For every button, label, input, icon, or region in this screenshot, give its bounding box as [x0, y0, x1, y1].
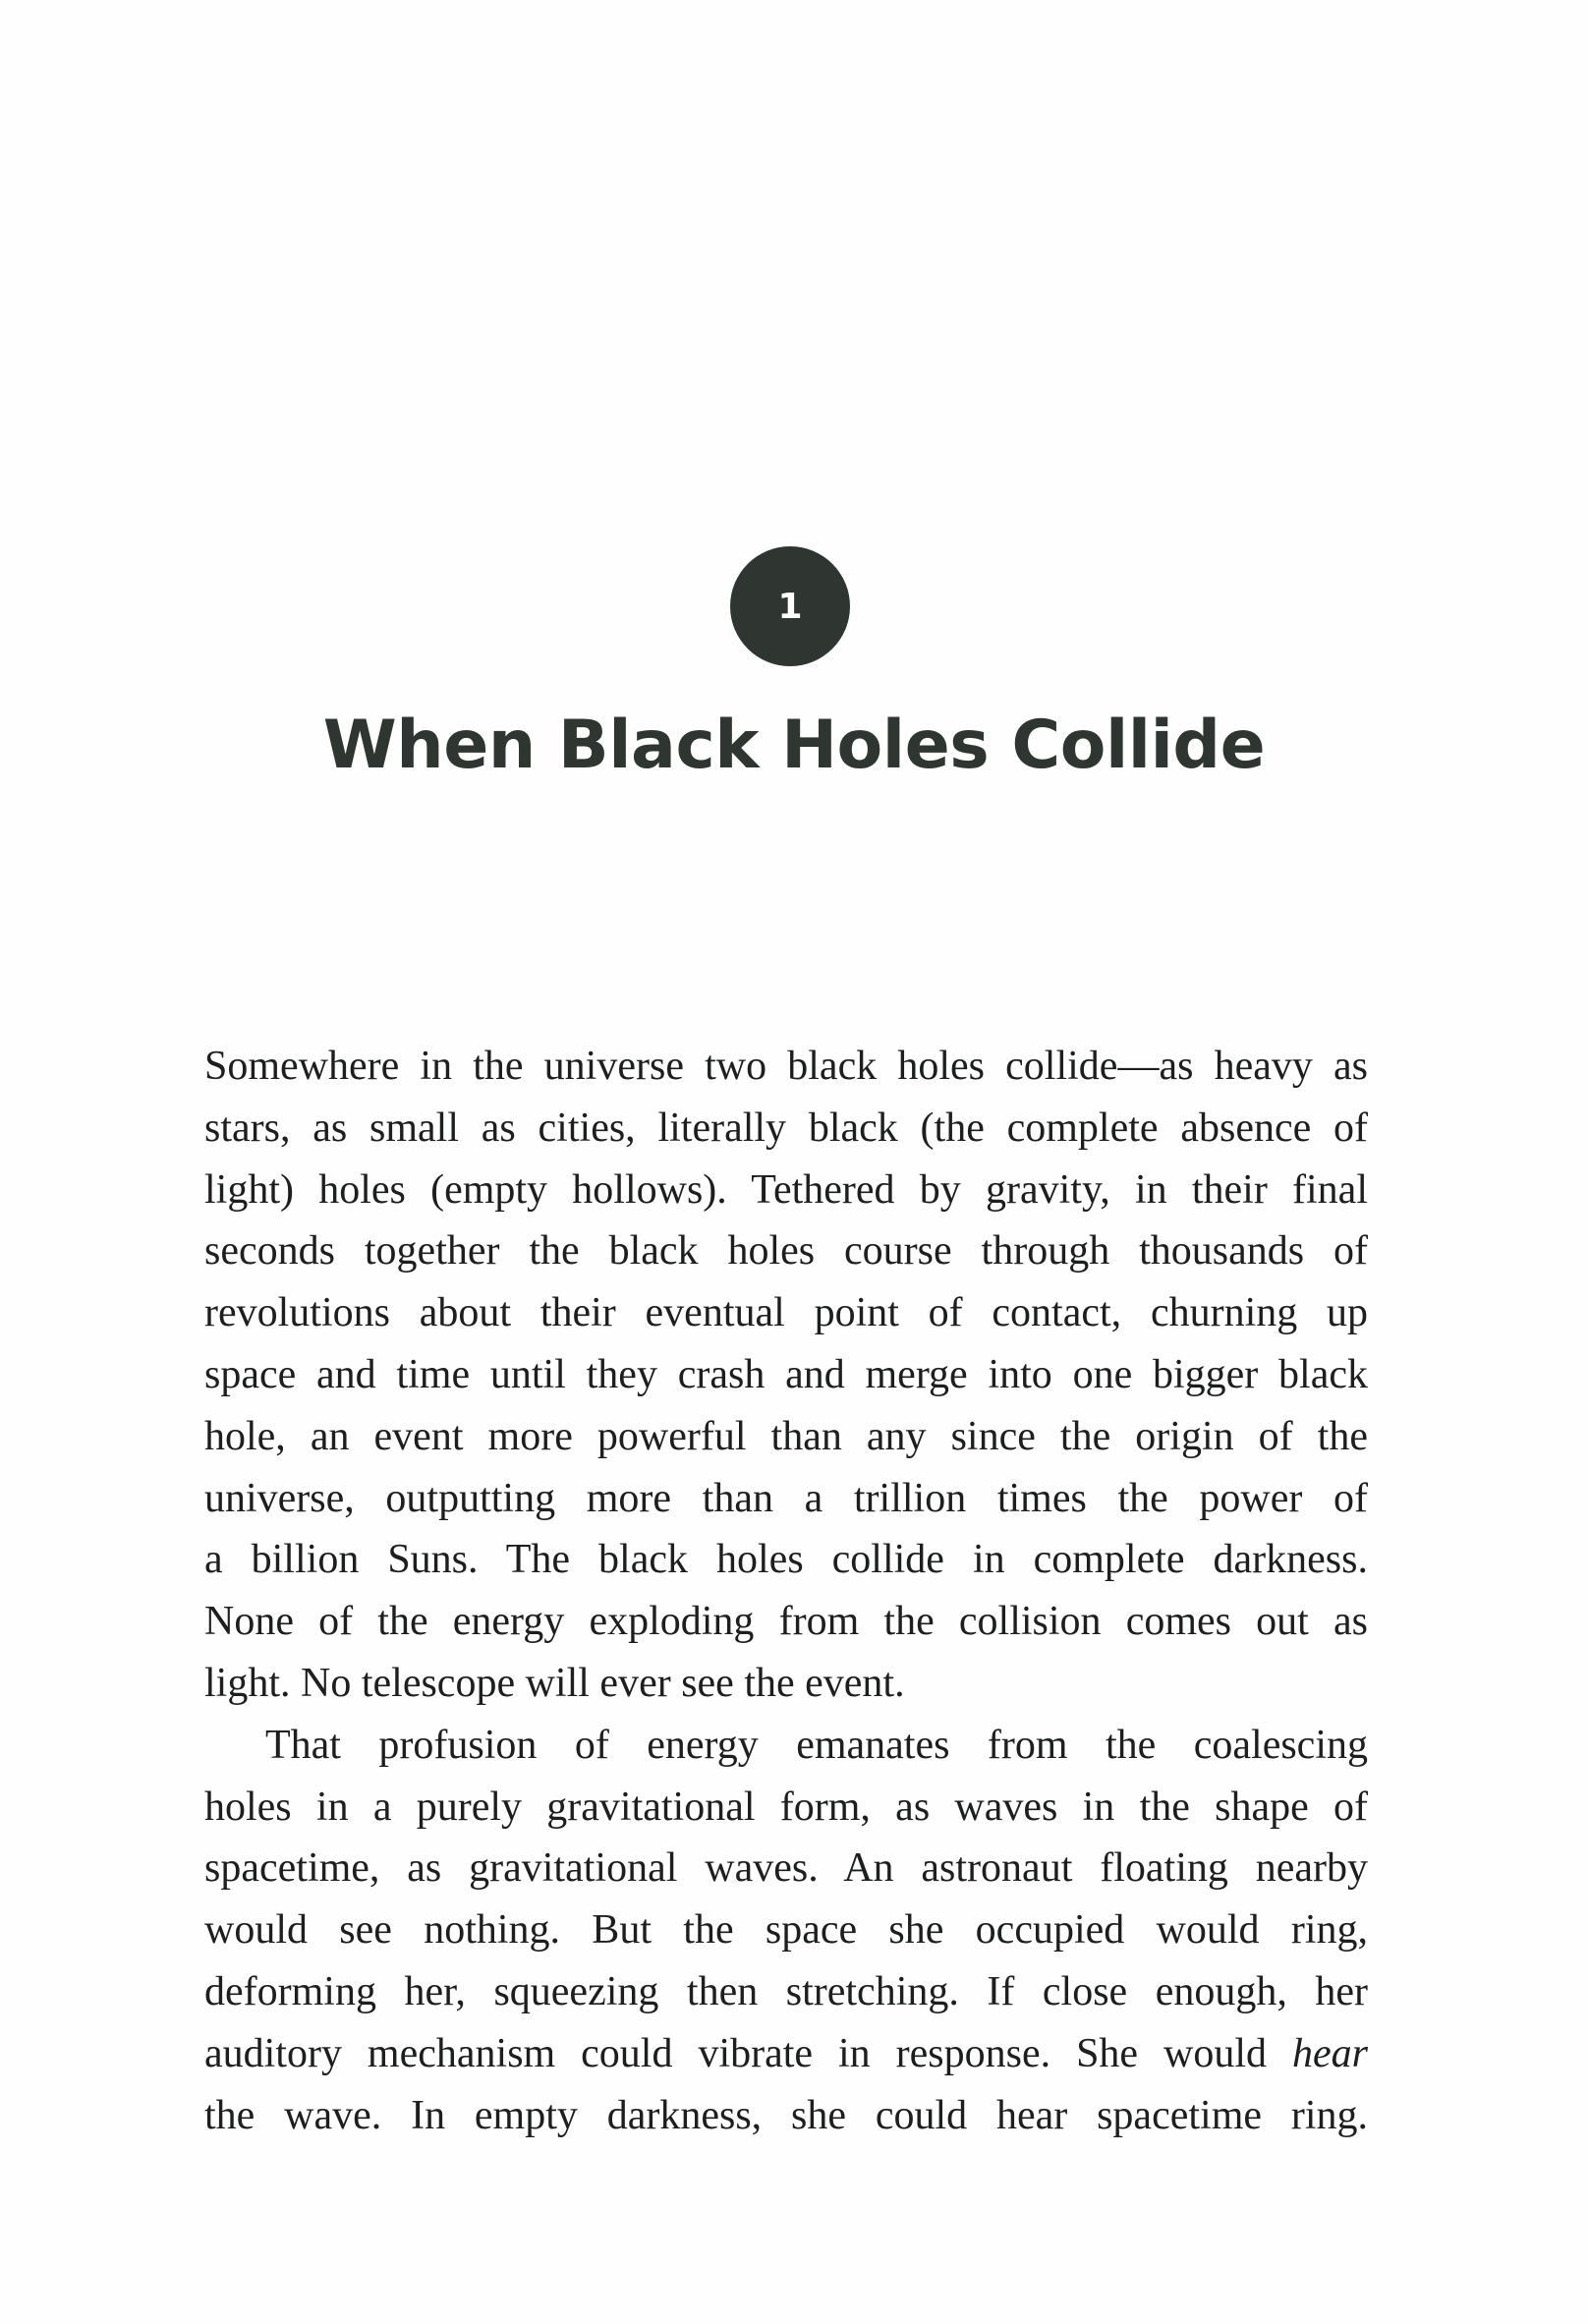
chapter-number: 1 — [777, 586, 803, 627]
text-line: light. No telescope will ever see the event. — [204, 1660, 905, 1706]
text-line: That profusion of energy emanates from the coalescing — [265, 1722, 1368, 1768]
paragraph-1 — [204, 1036, 1368, 1715]
text-line: universe, outputting more than a trillion times the power of — [204, 1475, 1368, 1521]
text-line: seconds together the black holes course through thousands of — [204, 1228, 1368, 1275]
text-line: revolutions about their eventual point of contact, churning up — [204, 1290, 1368, 1336]
text-line: hole, an event more powerful than any since the origin of the — [204, 1413, 1368, 1459]
chapter-number-badge — [730, 546, 850, 666]
text-line: spacetime, as gravitational waves. An astronaut floating nearby — [204, 1845, 1368, 1892]
text-line: stars, as small as cities, literally black (the complete absence of — [204, 1105, 1368, 1151]
chapter-title: When Black Holes Collide — [322, 707, 1266, 784]
text-line: light) holes (empty hollows). Tethered by gravity, in their final — [204, 1166, 1368, 1213]
text-line-with-emphasis — [204, 2023, 1368, 2085]
body-text — [204, 1036, 1368, 2146]
text-line: the wave. In empty darkness, she could hear spacetime ring. — [204, 2092, 1368, 2138]
emphasized-word: hear — [1292, 2030, 1368, 2076]
text-line: deforming her, squeezing then stretching. If close enough, her — [204, 1968, 1368, 2014]
text-line: would see nothing. But the space she occupied would ring, — [204, 1907, 1368, 1954]
text-line: a billion Suns. The black holes collide in complete darkness. — [204, 1537, 1368, 1583]
paragraph-2 — [204, 1715, 1368, 2147]
text-line: space and time until they crash and merge into one bigger black — [204, 1351, 1368, 1397]
text-line: None of the energy exploding from the collision comes out as — [204, 1599, 1368, 1645]
text-line: holes in a purely gravitational form, as waves in the shape of — [204, 1784, 1368, 1830]
text-line: Somewhere in the universe two black holes collide—as heavy as — [204, 1044, 1368, 1089]
text-segment: auditory mechanism could vibrate in response. She would — [204, 2030, 1292, 2076]
